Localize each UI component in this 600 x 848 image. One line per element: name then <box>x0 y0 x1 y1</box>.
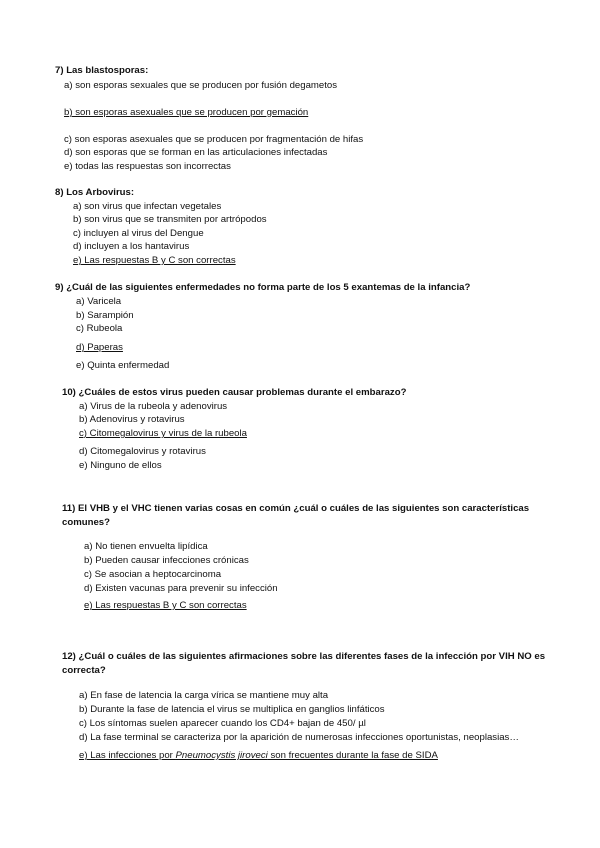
q11-option-b: b) Pueden causar infecciones crónicas <box>84 555 249 566</box>
q8-option-c: c) incluyen al virus del Dengue <box>73 228 204 239</box>
question-11-title: 11) El VHB y el VHC tienen varias cosas en común ¿cuál o cuáles de las siguientes son características comunes? <box>62 503 530 528</box>
q10-option-b: b) Adenovirus y rotavirus <box>79 414 185 425</box>
q12-option-e <box>79 750 438 762</box>
q8-option-b: b) son virus que se transmiten por artrópodos <box>73 214 267 225</box>
question-12-title: 12) ¿Cuál o cuáles de las siguientes afirmaciones sobre las diferentes fases de la infección por VIH NO es correcta? <box>62 651 546 676</box>
question-9-title: 9) ¿Cuál de las siguientes enfermedades no forma parte de los 5 exantemas de la infancia? <box>55 282 471 293</box>
q9-option-d: d) Paperas <box>76 342 123 353</box>
q12-option-e-organism: Pneumocystis jiroveci <box>175 750 268 761</box>
q9-option-e: e) Quinta enfermedad <box>76 360 170 371</box>
q11-option-d: d) Existen vacunas para prevenir su infección <box>84 583 278 594</box>
q12-option-c: c) Los síntomas suelen aparecer cuando los CD4+ bajan de 450/ µl <box>79 718 366 729</box>
q8-option-e: e) Las respuestas B y C son correctas <box>73 255 236 266</box>
q7-option-d: d) son esporas que se forman en las articulaciones infectadas <box>64 147 328 158</box>
q7-option-c: c) son esporas asexuales que se producen por fragmentación de hifas <box>64 134 364 145</box>
q12-option-b: b) Durante la fase de latencia el virus se multiplica en ganglios linfáticos <box>79 704 385 715</box>
q7-option-b: b) son esporas asexuales que se producen por gemación <box>64 107 309 118</box>
q8-option-a: a) son virus que infectan vegetales <box>73 201 222 212</box>
q12-option-d: d) La fase terminal se caracteriza por la aparición de numerosas infecciones oportunistas, neoplasias… <box>79 732 519 743</box>
q12-option-a: a) En fase de latencia la carga vírica se mantiene muy alta <box>79 690 329 701</box>
q9-option-c: c) Rubeola <box>76 323 123 334</box>
q11-option-e: e) Las respuestas B y C son correctas <box>84 600 247 611</box>
q11-option-a: a) No tienen envuelta lipídica <box>84 541 208 552</box>
question-8-title: 8) Los Arbovirus: <box>55 187 135 198</box>
q9-option-b: b) Sarampión <box>76 310 134 321</box>
q10-option-d: d) Citomegalovirus y rotavirus <box>79 446 206 457</box>
q7-option-e: e) todas las respuestas son incorrectas <box>64 161 231 172</box>
q12-option-e-prefix: e) Las infecciones por <box>79 750 176 761</box>
question-7-title: 7) Las blastosporas: <box>55 65 149 76</box>
q11-option-c: c) Se asocian a heptocarcinoma <box>84 569 222 580</box>
q8-option-d: d) incluyen a los hantavirus <box>73 241 190 252</box>
q10-option-e: e) Ninguno de ellos <box>79 460 162 471</box>
q10-option-a: a) Virus de la rubeola y adenovirus <box>79 401 228 412</box>
q10-option-c: c) Citomegalovirus y virus de la rubeola <box>79 428 247 439</box>
q7-option-a: a) son esporas sexuales que se producen por fusión degametos <box>64 80 338 91</box>
q12-option-e-suffix: son frecuentes durante la fase de SIDA <box>267 750 438 761</box>
q9-option-a: a) Varicela <box>76 296 122 307</box>
question-10-title: 10) ¿Cuáles de estos virus pueden causar problemas durante el embarazo? <box>62 387 407 398</box>
